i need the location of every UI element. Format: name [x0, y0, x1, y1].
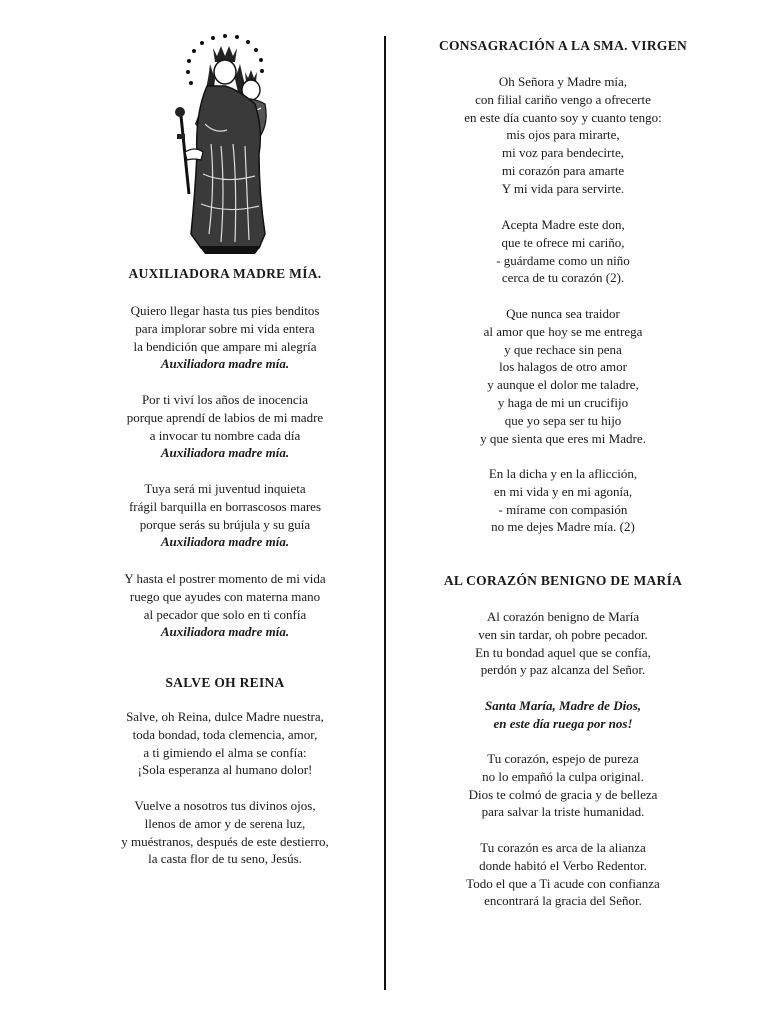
verse-line: que te ofrece mi cariño, — [501, 234, 625, 250]
verse-line: y muéstranos, después de este destierro, — [121, 833, 329, 849]
verse-line: toda bondad, toda clemencia, amor, — [132, 726, 318, 742]
verse-line: Por ti viví los años de inocencia — [141, 392, 309, 407]
verse-line: con filial cariño vengo a ofrecerte — [475, 91, 651, 107]
verse-line: llenos de amor y de serena luz, — [144, 815, 306, 831]
column-divider — [384, 36, 386, 990]
verse-line: al pecador que solo en ti confía — [143, 606, 307, 622]
corazon-refrain — [398, 697, 728, 733]
verse-line: Tu corazón, espejo de pureza — [487, 751, 639, 766]
auxiliadora-stanza-3 — [60, 480, 390, 551]
virgin-mary-illustration — [155, 34, 300, 256]
verse-line: mi corazón para amarte — [501, 162, 625, 178]
verse-line: Tu corazón es arca de la alianza — [480, 840, 646, 855]
verse-line: ruego que ayudes con materna mano — [129, 588, 321, 604]
auxiliadora-stanza-2 — [60, 391, 390, 462]
verse-line: Tuya será mi juventud inquieta — [144, 481, 306, 496]
verse-line: y que rechace sin pena — [504, 341, 622, 357]
verse-line: porque aprendí de labios de mi madre — [126, 409, 324, 425]
corazon-stanza-1 — [398, 608, 728, 679]
verse-line: mis ojos para mirarte, — [506, 127, 620, 143]
verse-line: al amor que hoy se me entrega — [483, 323, 643, 339]
refrain-line: en este día ruega por nos! — [493, 715, 633, 731]
verse-line: y que sienta que eres mi Madre. — [480, 430, 646, 446]
verse-line: la bendición que ampare mi alegría — [133, 338, 317, 354]
auxiliadora-title: AUXILIADORA MADRE MÍA. — [128, 266, 322, 281]
verse-line: y haga de mi un crucifijo — [497, 394, 629, 410]
verse-line: Dios te colmó de gracia y de belleza — [468, 786, 658, 802]
refrain-line: Santa María, Madre de Dios, — [484, 698, 642, 713]
verse-line: donde habitó el Verbo Redentor. — [479, 857, 647, 873]
verse-line: los halagos de otro amor — [499, 359, 627, 375]
corazon-stanza-3 — [398, 839, 728, 910]
verse-line: Que nunca sea traidor — [506, 306, 620, 321]
verse-line: Y mi vida para servirte. — [501, 180, 625, 196]
refrain-line: Auxiliadora madre mía. — [160, 534, 290, 550]
verse-line: En la dicha y en la aflicción, — [488, 466, 638, 481]
verse-line: frágil barquilla en borrascosos mares — [128, 498, 322, 514]
verse-line: a invocar tu nombre cada día — [149, 427, 301, 443]
auxiliadora-stanza-4 — [60, 570, 390, 641]
verse-line: a ti gimiendo el alma se confía: — [143, 744, 307, 760]
consagracion-stanza-2 — [398, 216, 728, 287]
verse-line: Y hasta el postrer momento de mi vida — [124, 571, 326, 586]
verse-line: para implorar sobre mi vida entera — [135, 320, 315, 336]
consagracion-stanza-4 — [398, 465, 728, 536]
verse-line: en mi vida y en mi agonía, — [493, 483, 633, 499]
verse-line: mi voz para bendecirte, — [502, 145, 624, 161]
verse-line: para salvar la triste humanidad. — [481, 804, 645, 820]
corazon-title: AL CORAZÓN BENIGNO DE MARÍA — [443, 573, 683, 588]
verse-line: ven sin tardar, oh pobre pecador. — [478, 626, 648, 642]
verse-line: Todo el que a Ti acude con confianza — [466, 875, 660, 891]
verse-line: ¡Sola esperanza al humano dolor! — [137, 762, 313, 778]
consagracion-stanza-1 — [398, 73, 728, 198]
verse-line: Acepta Madre este don, — [501, 217, 625, 232]
verse-line: cerca de tu corazón (2). — [501, 270, 625, 286]
salve-stanza-2 — [60, 797, 390, 868]
verse-line: la casta flor de tu seno, Jesús. — [148, 851, 302, 867]
verse-line: Al corazón benigno de María — [486, 609, 640, 624]
verse-line: encontrará la gracia del Señor. — [484, 893, 642, 909]
verse-line: perdón y paz alcanza del Señor. — [480, 662, 646, 678]
verse-line: porque serás su brújula y su guía — [139, 516, 311, 532]
verse-line: que yo sepa ser tu hijo — [504, 412, 622, 428]
refrain-line: Auxiliadora madre mía. — [160, 445, 290, 461]
verse-line: no lo empañó la culpa original. — [482, 768, 644, 784]
salve-stanza-1 — [60, 708, 390, 779]
verse-line: En tu bondad aquel que se confía, — [475, 644, 651, 660]
consagracion-title: CONSAGRACIÓN A LA SMA. VIRGEN — [438, 38, 688, 53]
consagracion-stanza-3 — [398, 305, 728, 447]
verse-line: Salve, oh Reina, dulce Madre nuestra, — [126, 709, 324, 724]
verse-line: - mírame con compasión — [498, 501, 628, 517]
verse-line: en este día cuanto soy y cuanto tengo: — [464, 109, 662, 125]
corazon-stanza-2 — [398, 750, 728, 821]
verse-line: Oh Señora y Madre mía, — [498, 74, 628, 89]
refrain-line: Auxiliadora madre mía. — [160, 624, 290, 640]
verse-line: Vuelve a nosotros tus divinos ojos, — [134, 798, 316, 813]
verse-line: no me dejes Madre mía. (2) — [491, 519, 635, 535]
refrain-line: Auxiliadora madre mía. — [160, 356, 290, 372]
verse-line: Quiero llegar hasta tus pies benditos — [130, 303, 320, 318]
verse-line: - guárdame como un niño — [496, 252, 630, 268]
verse-line: y aunque el dolor me taladre, — [487, 377, 639, 393]
auxiliadora-stanza-1 — [60, 302, 390, 373]
salve-title: SALVE OH REINA — [165, 675, 285, 690]
